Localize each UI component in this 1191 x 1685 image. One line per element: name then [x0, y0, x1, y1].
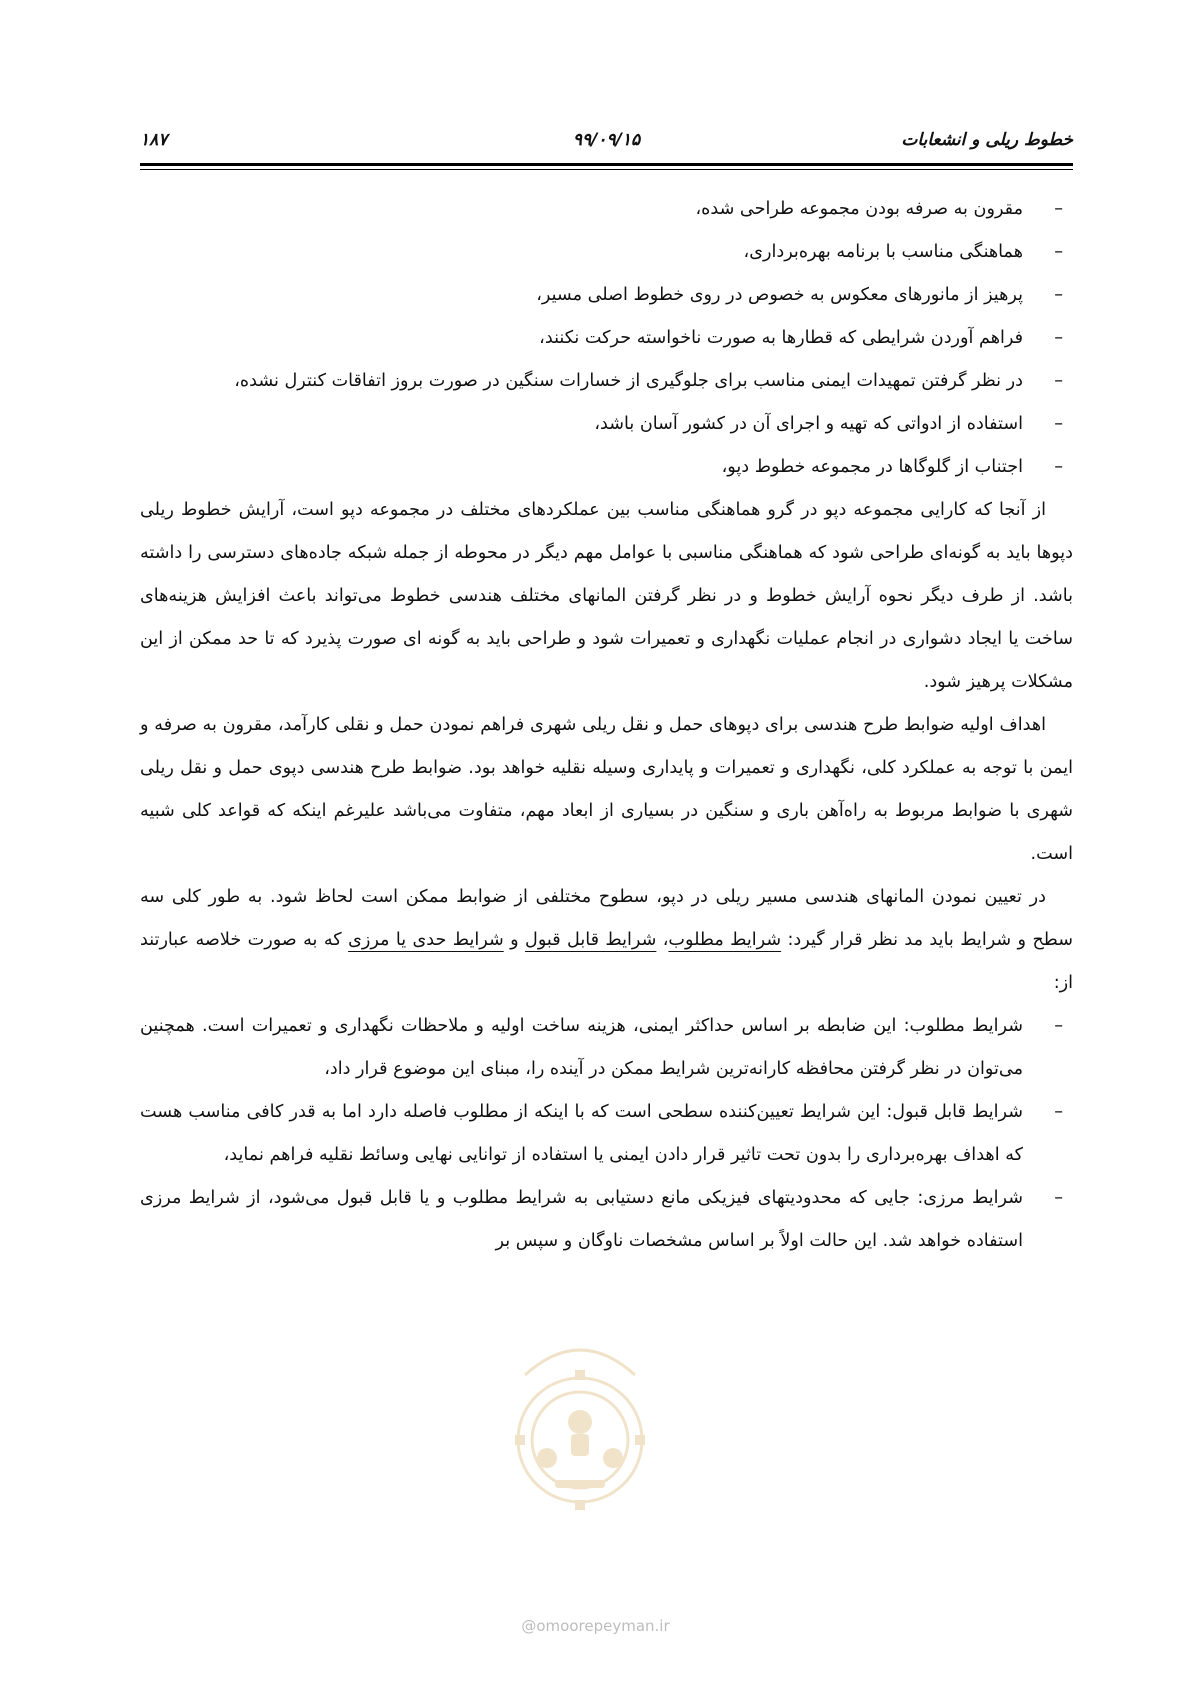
bullet-dash: – [1054, 242, 1063, 262]
bullet-dash: – [1054, 371, 1063, 391]
separator: ، [656, 930, 669, 950]
list-item [140, 403, 1073, 446]
list-item-text: هماهنگی مناسب با برنامه بهره‌برداری، [743, 242, 1023, 262]
separator: و [503, 930, 526, 950]
list-item-text: شرایط قابل قبول: این شرایط تعیین‌کننده سطحی است که با اینکه از مطلوب فاصله دارد اما به قدر کافی مناسب هست که اهداف بهره‌برداری را بدون تحت تاثیر قرار دادن ایمنی یا استفاده از توانایی نهایی وسائط نقلیه فراهم نماید، [140, 1102, 1023, 1165]
page-number: ۱۸۷ [140, 130, 168, 150]
page-body [140, 188, 1073, 1263]
bullet-dash: – [1054, 414, 1063, 434]
list-item [140, 274, 1073, 317]
criteria-list [140, 1005, 1073, 1263]
bullet-dash: – [1054, 285, 1063, 305]
header-rule-thick [140, 163, 1073, 166]
term-desired-conditions: شرایط مطلوب [668, 930, 782, 950]
running-title: خطوط ریلی و انشعابات [901, 130, 1073, 150]
list-item [140, 188, 1073, 231]
bullet-dash: – [1054, 328, 1063, 348]
list-item-text: فراهم آوردن شرایطی که قطارها به صورت ناخواسته حرکت نکنند، [539, 328, 1023, 348]
list-item [140, 360, 1073, 403]
list-item-text: پرهیز از مانورهای معکوس به خصوص در روی خطوط اصلی مسیر، [536, 285, 1023, 305]
requirements-list [140, 188, 1073, 489]
term-acceptable-conditions: شرایط قابل قبول [525, 930, 657, 950]
list-item [140, 1005, 1073, 1091]
list-item-text: مقرون به صرفه بودن مجموعه طراحی شده، [695, 199, 1023, 219]
header-date: ۹۹/۰۹/۱۵ [572, 130, 641, 150]
list-item-text: در نظر گرفتن تمهیدات ایمنی مناسب برای جلوگیری از خسارات سنگین در صورت بروز اتفاقات کنترل نشده، [234, 371, 1023, 391]
list-item [140, 317, 1073, 360]
header-rule-thin [140, 169, 1073, 170]
bullet-dash: – [1054, 199, 1063, 219]
term-limit-conditions: شرایط حدی یا مرزی [348, 930, 504, 950]
bullet-dash: – [1054, 1016, 1063, 1036]
list-item [140, 1177, 1073, 1263]
list-item [140, 231, 1073, 274]
paragraph-text: که به صورت خلاصه عبارتند از: [140, 930, 1073, 993]
list-item-text: اجتناب از گلوگاها در مجموعه خطوط دپو، [721, 457, 1023, 477]
bullet-dash: – [1054, 1188, 1063, 1208]
watermark-url: @omoorepeyman.ir [521, 1617, 670, 1635]
list-item [140, 1091, 1073, 1177]
list-item-text: شرایط مطلوب: این ضابطه بر اساس حداکثر ایمنی، هزینه ساخت اولیه و ملاحظات نگهداری و تعمیرات است. همچنین می‌توان در نظر گرفتن محافظه کارانه‌ترین شرایط ممکن در آینده را، مبنای این موضوع قرار داد، [140, 1016, 1023, 1079]
list-item [140, 446, 1073, 489]
list-item-text: استفاده از ادواتی که تهیه و اجرای آن در کشور آسان باشد، [594, 414, 1023, 434]
paragraph-text: در تعیین نمودن المانهای هندسی مسیر ریلی در دپو، سطوح مختلفی از ضوابط ممکن است لحاظ شود. به طور کلی سه سطح و شرایط باید مد نظر قرار گیرد: [140, 887, 1073, 950]
bullet-dash: – [1054, 1102, 1063, 1122]
bullet-dash: – [1054, 457, 1063, 477]
page-header [140, 128, 1073, 160]
paragraph-design-goals: اهداف اولیه ضوابط طرح هندسی برای دپوهای حمل و نقل ریلی شهری فراهم نمودن حمل و نقلی کارآمد، مقرون به صرفه و ایمن با توجه به عملکرد کلی، نگهداری و تعمیرات و پایداری وسیله نقلیه خواهد بود. ضوابط طرح هندسی دپوی حمل و نقل ریلی شهری با ضوابط مربوط به راه‌آهن باری و سنگین در بسیاری از ابعاد مهم، متفاوت می‌باشد علیرغم اینکه که قواعد کلی شبیه است. [140, 715, 1073, 864]
watermark-seal-icon [485, 1330, 675, 1530]
paragraph-criteria-levels [140, 876, 1073, 1005]
list-item-text: شرایط مرزی: جایی که محدودیتهای فیزیکی مانع دستیابی به شرایط مطلوب و یا قابل قبول می‌شود، از شرایط مرزی استفاده خواهد شد. این حالت اولاً بر اساس مشخصات ناوگان و سپس بر [140, 1188, 1023, 1251]
paragraph-depot-layout: از آنجا که کارایی مجموعه دپو در گرو هماهنگی مناسب بین عملکردهای مختلف در مجموعه دپو است، آرایش خطوط ریلی دپوها باید به گونه‌ای طراحی شود که هماهنگی مناسبی با عوامل مهم دیگر در محوطه از جمله شبکه جاده‌های دسترسی را داشته باشد. از طرف دیگر نحوه آرایش خطوط و در نظر گرفتن المانهای مختلف هندسی خطوط می‌تواند باعث افزایش هزینه‌های ساخت یا ایجاد دشواری در انجام عملیات نگهداری و تعمیرات شود و طراحی باید به گونه ای صورت پذیرد که تا حد ممکن از این مشکلات پرهیز شود. [140, 500, 1073, 692]
